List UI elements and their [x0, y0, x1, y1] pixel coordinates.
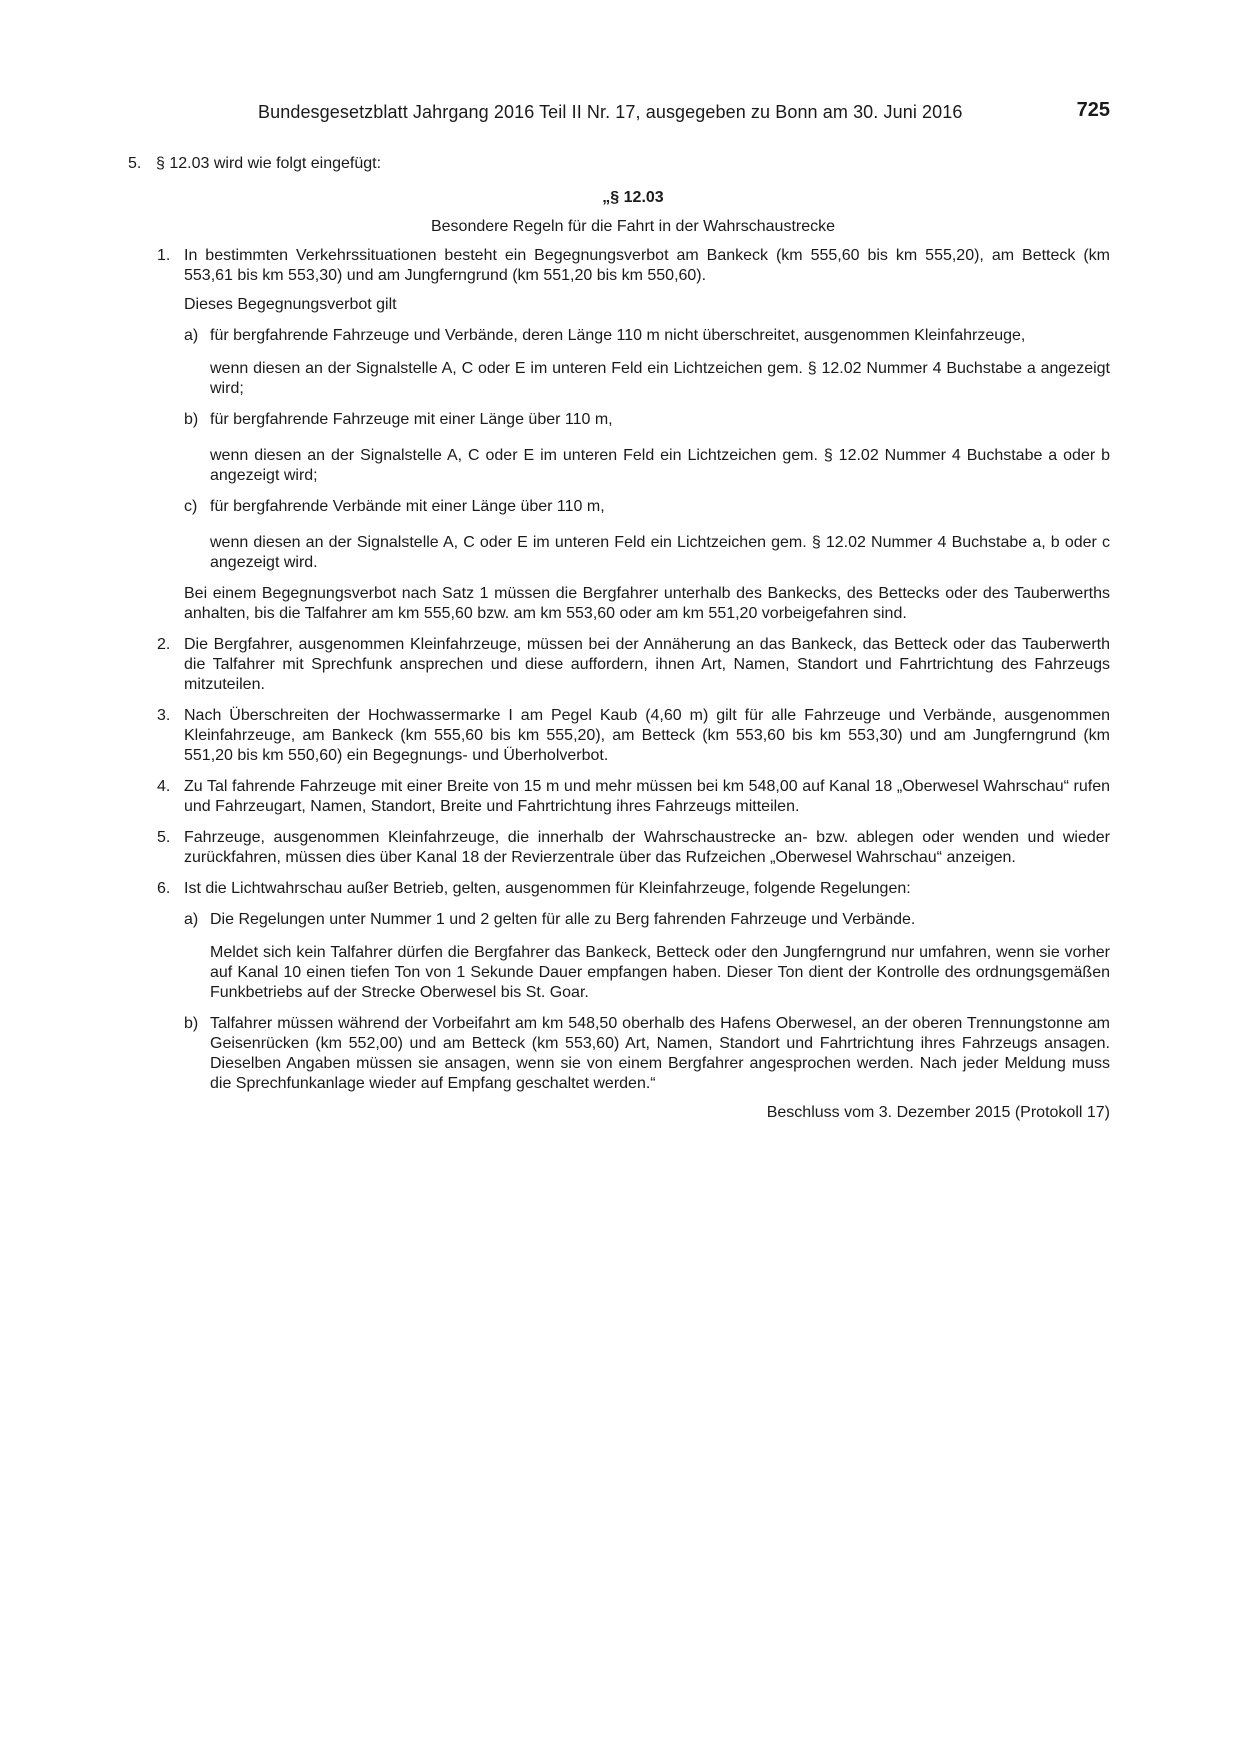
sub-item-condition: wenn diesen an der Signalstelle A, C oder E im unteren Feld ein Lichtzeichen gem. § 12.02 Nummer 4 Buchstabe a angezeigt wird; [210, 360, 1110, 397]
list-item-1 [128, 246, 1110, 286]
item-number: 3. [157, 707, 171, 724]
item-paragraph: Dieses Begegnungsverbot gilt [184, 296, 397, 313]
sub-item-letter: b) [184, 1015, 199, 1032]
sub-item-letter: a) [184, 911, 199, 928]
sub-item-text: für bergfahrende Verbände mit einer Länge über 110 m, [210, 498, 605, 515]
sub-item-6a [128, 910, 1110, 930]
sub-item-text: für bergfahrende Fahrzeuge und Verbände, deren Länge 110 m nicht überschreitet, ausgenommen Kleinfahrzeuge, [210, 327, 1026, 344]
document-body [128, 154, 1110, 1123]
sub-item-text: Die Regelungen unter Nummer 1 und 2 gelten für alle zu Berg fahrenden Fahrzeuge und Verbände. [210, 911, 916, 928]
amendment-text: § 12.03 wird wie folgt eingefügt: [156, 155, 382, 172]
sub-item-condition: wenn diesen an der Signalstelle A, C oder E im unteren Feld ein Lichtzeichen gem. § 12.02 Nummer 4 Buchstabe a, b oder c angezeigt wird. [210, 534, 1110, 571]
sub-item-letter: b) [184, 411, 199, 428]
item-number: 5. [157, 829, 171, 846]
item-number: 2. [157, 636, 171, 653]
sub-item-condition: wenn diesen an der Signalstelle A, C oder E im unteren Feld ein Lichtzeichen gem. § 12.02 Nummer 4 Buchstabe a oder b angezeigt wird; [210, 447, 1110, 484]
sub-item-1c [128, 497, 1110, 517]
section-subtitle: Besondere Regeln für die Fahrt in der Wahrschaustrecke [430, 218, 836, 235]
page-number: 725 [1076, 99, 1110, 121]
list-item-3 [128, 706, 1110, 766]
list-item-2 [128, 635, 1110, 695]
item-closing-paragraph: Bei einem Begegnungsverbot nach Satz 1 müssen die Bergfahrer unterhalb des Bankecks, des Bettecks oder des Tauberwerths anhalten, bis die Talfahrer am km 555,60 bzw. am km 553,60 oder am km 551,20 vorbeigefahren sind. [184, 585, 1110, 622]
sub-item-6b [128, 1014, 1110, 1094]
sub-item-1b [128, 410, 1110, 430]
item-number: 6. [157, 880, 171, 897]
list-item-4 [128, 777, 1110, 817]
amendment-number: 5. [128, 155, 142, 172]
sub-item-letter: a) [184, 327, 199, 344]
list-item-6 [128, 879, 1110, 899]
item-text: In bestimmten Verkehrssituationen besteht ein Begegnungsverbot am Bankeck (km 555,60 bis km 555,20), am Betteck (km 553,61 bis km 553,30) und am Jungferngrund (km 551,20 bis km 550,60). [184, 247, 1110, 284]
item-number: 4. [157, 778, 171, 795]
item-number: 1. [157, 247, 171, 264]
item-text: Nach Überschreiten der Hochwassermarke I am Pegel Kaub (4,60 m) gilt für alle Fahrzeuge und Verbände, ausgenommen Kleinfahrzeuge, am Bankeck (km 555,60 bis km 555,20), am Betteck (km 553,60 bis km 553,30) und am Jungferngrund (km 551,20 bis km 550,60) ein Begegnungs- und Überholverbot. [184, 707, 1110, 764]
resolution-note: Beschluss vom 3. Dezember 2015 (Protokoll 17) [766, 1104, 1110, 1121]
item-text: Fahrzeuge, ausgenommen Kleinfahrzeuge, die innerhalb der Wahrschaustrecke an- bzw. ablegen oder wenden und wieder zurückfahren, müssen dies über Kanal 18 der Revierzentrale über das Rufzeichen „Oberwesel Wahrschau“ anzeigen. [184, 829, 1110, 866]
amendment-intro [128, 154, 1110, 174]
page-header [258, 100, 1110, 124]
item-text: Die Bergfahrer, ausgenommen Kleinfahrzeuge, müssen bei der Annäherung an das Bankeck, das Betteck oder das Tauberwerth die Talfahrer mit Sprechfunk ansprechen und diese auffordern, ihnen Art, Namen, Standort und Fahrtrichtung des Fahrzeugs mitzuteilen. [184, 636, 1110, 693]
item-text: Zu Tal fahrende Fahrzeuge mit einer Breite von 15 m und mehr müssen bei km 548,00 auf Kanal 18 „Oberwesel Wahrschau“ rufen und Fahrzeugart, Namen, Standort, Breite und Fahrtrichtung ihres Fahrzeugs mitteilen. [184, 778, 1110, 815]
item-text: Ist die Lichtwahrschau außer Betrieb, gelten, ausgenommen für Kleinfahrzeuge, folgende Regelungen: [184, 880, 911, 897]
sub-item-text: für bergfahrende Fahrzeuge mit einer Länge über 110 m, [210, 411, 613, 428]
sub-item-condition: Meldet sich kein Talfahrer dürfen die Bergfahrer das Bankeck, Betteck oder den Jungferngrund nur umfahren, wenn sie vorher auf Kanal 10 einen tiefen Ton von 1 Sekunde Dauer empfangen haben. Dieser Ton dient der Kontrolle des ordnungsgemäßen Funkbetriebs auf der Strecke Oberwesel bis St. Goar. [210, 944, 1110, 1001]
section-heading: „§ 12.03 [602, 189, 664, 206]
sub-item-text: Talfahrer müssen während der Vorbeifahrt am km 548,50 oberhalb des Hafens Oberwesel, an der oberen Trennungstonne am Geisenrücken (km 552,00) und am Betteck (km 553,60) Art, Namen, Standort und Fahrtrichtung ihres Fahrzeugs ansagen. Dieselben Angaben müssen sie ansagen, wenn sie von einem Bergfahrer angesprochen werden. Nach jeder Meldung muss die Sprechfunkanlage wieder auf Empfang geschaltet werden.“ [210, 1015, 1110, 1092]
gazette-title: Bundesgesetzblatt Jahrgang 2016 Teil II Nr. 17, ausgegeben zu Bonn am 30. Juni 2016 [258, 102, 963, 122]
list-item-5 [128, 828, 1110, 868]
sub-item-letter: c) [184, 498, 198, 515]
sub-item-1a [128, 326, 1110, 346]
